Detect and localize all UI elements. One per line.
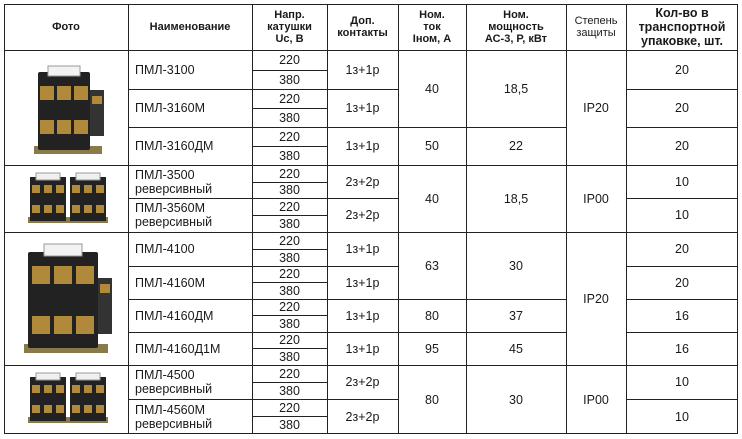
grid-line [252, 416, 327, 417]
qty-value: 20 [675, 62, 689, 77]
power-value: 30 [509, 392, 523, 407]
contacts-value: 1з+1р [345, 242, 380, 256]
voltage-220: 220 [279, 91, 300, 106]
current-value: 50 [425, 139, 439, 153]
current-value: 40 [425, 191, 439, 206]
power-value: 22 [509, 139, 523, 153]
grid-line [626, 4, 627, 434]
reversing-contactor-icon [4, 165, 128, 232]
grid-line [128, 198, 398, 199]
grid-line [252, 249, 327, 250]
header-contacts: Доп. контакты [337, 15, 388, 39]
header-qty: Кол-во в транспортной упаковке, шт. [638, 6, 726, 48]
product-name: ПМЛ-4100 [135, 242, 195, 256]
grid-line [128, 299, 566, 300]
grid-line [626, 399, 738, 400]
protection-value: IP20 [583, 291, 609, 306]
grid-line [4, 4, 5, 434]
product-name: ПМЛ-4160М [135, 275, 205, 290]
contacts-value: 1з+1р [345, 341, 380, 356]
grid-line [626, 127, 738, 128]
voltage-380: 380 [279, 183, 300, 197]
grid-line [398, 4, 399, 434]
current-value: 40 [425, 81, 439, 96]
grid-line [4, 232, 738, 233]
product-name: ПМЛ-3160М [135, 101, 205, 115]
current-value: 95 [425, 341, 439, 356]
grid-line [626, 266, 738, 267]
qty-value: 16 [675, 308, 689, 323]
voltage-380: 380 [279, 283, 300, 298]
grid-line [327, 4, 328, 434]
grid-line [4, 4, 738, 5]
current-value: 80 [425, 308, 439, 323]
voltage-220: 220 [279, 166, 300, 181]
qty-value: 10 [675, 208, 689, 222]
contacts-value: 2з+2р [345, 174, 380, 189]
header-voltage: Напр. катушки Uc, В [267, 9, 312, 45]
power-value: 37 [509, 308, 523, 323]
grid-line [128, 89, 398, 90]
protection-value: IP00 [583, 392, 609, 407]
grid-line [4, 165, 738, 166]
contacts-value: 2з+2р [345, 375, 380, 389]
power-value: 18,5 [503, 191, 529, 206]
grid-line [252, 382, 327, 383]
qty-value: 16 [675, 341, 689, 356]
product-name: ПМЛ-4560М реверсивный [135, 402, 213, 431]
grid-line [737, 4, 738, 434]
reversing-contactor-icon [4, 365, 128, 434]
voltage-380: 380 [279, 418, 300, 432]
voltage-380: 380 [279, 72, 300, 87]
voltage-380: 380 [279, 216, 300, 231]
grid-line [4, 50, 738, 51]
voltage-380: 380 [279, 349, 300, 364]
voltage-220: 220 [279, 199, 300, 214]
qty-value: 20 [675, 242, 689, 256]
grid-line [252, 315, 327, 316]
voltage-220: 220 [279, 233, 300, 248]
contacts-value: 1з+1р [345, 62, 380, 77]
voltage-380: 380 [279, 250, 300, 265]
grid-line [128, 127, 566, 128]
photo-cell-group-2 [4, 165, 128, 232]
voltage-220: 220 [279, 129, 300, 144]
grid-line [252, 215, 327, 216]
current-value: 63 [425, 258, 439, 273]
grid-line [252, 70, 327, 71]
grid-line [252, 282, 327, 283]
voltage-220: 220 [279, 366, 300, 381]
contacts-value: 1з+1р [345, 139, 380, 153]
qty-value: 10 [675, 409, 689, 424]
photo-cell-group-3 [4, 232, 128, 365]
grid-line [466, 4, 467, 434]
header-current: Ном. ток Iном, А [412, 9, 452, 45]
contacts-value: 1з+1р [345, 275, 380, 290]
power-value: 18,5 [503, 81, 529, 96]
qty-value: 10 [675, 174, 689, 189]
header-power: Ном. мощность АС-3, Р, кВт [484, 9, 548, 45]
voltage-380: 380 [279, 316, 300, 331]
grid-line [252, 182, 327, 183]
grid-line [128, 4, 129, 434]
voltage-380: 380 [279, 383, 300, 398]
voltage-220: 220 [279, 53, 300, 67]
grid-line [626, 89, 738, 90]
grid-line [626, 299, 738, 300]
product-name: ПМЛ-4160ДМ [135, 308, 214, 323]
grid-line [128, 332, 566, 333]
photo-cell-group-1 [4, 50, 128, 165]
grid-line [252, 348, 327, 349]
grid-line [252, 146, 327, 147]
grid-line [252, 4, 253, 434]
contacts-value: 2з+2р [345, 208, 380, 222]
grid-line [128, 399, 398, 400]
header-protection: Степень защиты [574, 15, 618, 39]
power-value: 45 [509, 341, 523, 356]
product-name: ПМЛ-3500 реверсивный [135, 167, 213, 196]
voltage-220: 220 [279, 333, 300, 347]
voltage-380: 380 [279, 148, 300, 163]
product-name: ПМЛ-3560М реверсивный [135, 201, 213, 229]
current-value: 80 [425, 392, 439, 407]
voltage-220: 220 [279, 400, 300, 415]
grid-line [566, 4, 567, 434]
protection-value: IP00 [583, 191, 609, 206]
contacts-value: 1з+1р [345, 308, 380, 323]
voltage-380: 380 [279, 110, 300, 125]
photo-cell-group-4 [4, 365, 128, 434]
qty-value: 20 [675, 275, 689, 290]
header-photo: Фото [52, 21, 80, 33]
product-name: ПМЛ-4160Д1М [135, 341, 221, 356]
product-name: ПМЛ-4500 реверсивный [135, 368, 213, 396]
grid-line [626, 198, 738, 199]
grid-line [4, 365, 738, 366]
header-name: Наименование [149, 21, 231, 33]
grid-line [4, 433, 738, 434]
voltage-220: 220 [279, 300, 300, 314]
product-name: ПМЛ-3100 [135, 62, 195, 77]
qty-value: 20 [675, 139, 689, 153]
voltage-220: 220 [279, 267, 300, 281]
grid-line [128, 266, 398, 267]
contacts-value: 1з+1р [345, 101, 380, 115]
contactor-3-pole-icon [4, 50, 128, 165]
grid-line [252, 108, 327, 109]
qty-value: 10 [675, 375, 689, 389]
qty-value: 20 [675, 101, 689, 115]
power-value: 30 [509, 258, 523, 273]
protection-value: IP20 [583, 100, 609, 115]
grid-line [626, 332, 738, 333]
contacts-value: 2з+2р [345, 409, 380, 424]
product-name: ПМЛ-3160ДМ [135, 139, 214, 153]
contactor-3-pole-large-icon [4, 232, 128, 365]
